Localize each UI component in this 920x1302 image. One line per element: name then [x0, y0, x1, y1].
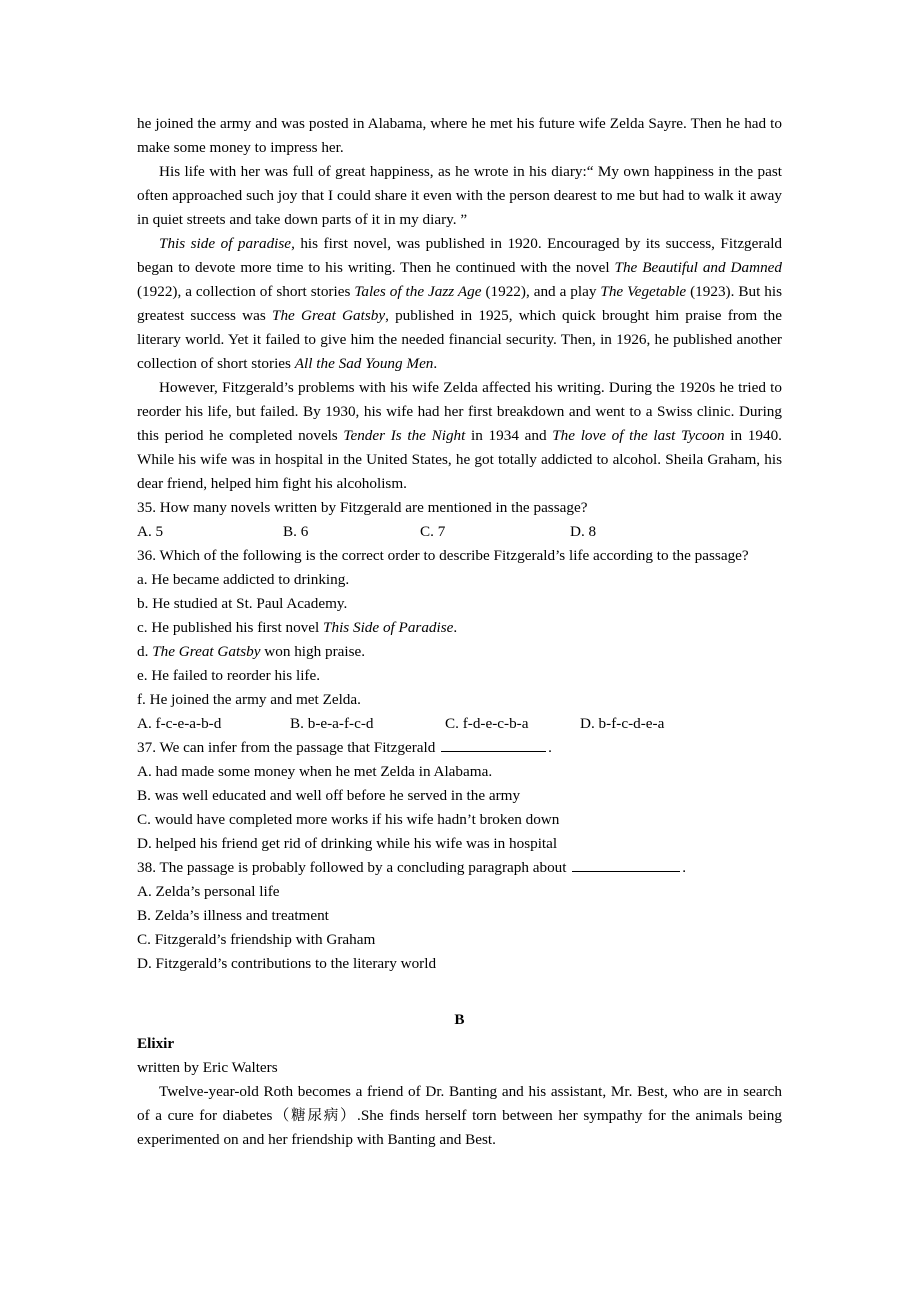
question-37	[137, 736, 782, 856]
question-36-item-a	[137, 568, 782, 592]
italic-title: This Side of Paradise	[323, 619, 454, 636]
italic-title: The Great Gatsby	[152, 643, 261, 660]
question-36-item-f	[137, 688, 782, 712]
question-37-stem	[137, 736, 782, 760]
question-38	[137, 856, 782, 976]
question-36-option-c[interactable]: C. f-d-e-c-b-a	[445, 715, 529, 732]
question-36-option-d[interactable]: D. b-f-c-d-e-a	[580, 715, 665, 732]
section-spacer	[137, 976, 782, 1008]
question-38-stem	[137, 856, 782, 880]
text-run: , his first novel, was published in 1920. Encouraged by its success, Fitzgerald began to devote more time to his writing. Then he continued with the novel	[137, 235, 783, 276]
paragraph-novels	[137, 232, 782, 376]
question-38-option-c[interactable]: C. Fitzgerald’s friendship with Graham	[137, 931, 376, 948]
question-37-stem-tail: .	[548, 739, 552, 756]
italic-title: The love of the last Tycoon	[552, 427, 725, 444]
text-run: (1922), and a play	[481, 283, 601, 300]
italic-title: Tender Is the Night	[343, 427, 466, 444]
question-37-option-d[interactable]: D. helped his friend get rid of drinking while his wife was in hospital	[137, 835, 558, 852]
italic-title: The Great Gatsby	[272, 307, 386, 324]
question-36-item-e	[137, 664, 782, 688]
paragraph-happiness	[137, 160, 782, 232]
question-38-option-a[interactable]: A. Zelda’s personal life	[137, 883, 280, 900]
question-36-option-a[interactable]: A. f-c-e-a-b-d	[137, 715, 222, 732]
question-38-stem-tail: .	[682, 859, 687, 876]
question-36-stem: 36. Which of the following is the correct order to describe Fitzgerald’s life according to the passage?	[137, 547, 749, 564]
text-run: However, Fitzgerald’s problems with his wife Zelda affected his writing. During the 1920s he tried to reorder his life, but failed. By 1930, his wife had her first breakdown and went to a Swiss clinic. During this period he completed novels	[137, 379, 782, 444]
text-run: in 1940. While his wife was in hospital in the United States, he got totally addicted to alcohol. Sheila Graham, his dear friend, helped him fight his alcoholism.	[137, 427, 782, 492]
text-run: ）.She finds herself torn between her sympathy for the animals being experimented on and her friendship with Banting and Best.	[137, 1107, 782, 1148]
italic-title: This side of paradise	[159, 235, 292, 252]
text-run: d.	[137, 643, 153, 660]
question-35	[137, 496, 782, 544]
text-run: won high praise.	[260, 643, 366, 660]
question-36-option-b[interactable]: B. b-e-a-f-c-d	[290, 715, 374, 732]
passage-a-body	[137, 112, 782, 496]
question-35-option-c[interactable]: C. 7	[420, 523, 446, 540]
question-37-option-c[interactable]: C. would have completed more works if his wife hadn’t broken down	[137, 811, 560, 828]
text-run: b. He studied at St. Paul Academy.	[137, 595, 348, 612]
question-36-item-d	[137, 640, 782, 664]
text-run: Twelve-year-old Roth becomes a friend of Dr. Banting and his assistant, Mr. Best, who are in search of a cure for diabetes（	[137, 1083, 782, 1124]
text-run: f. He joined the army and met Zelda.	[137, 691, 361, 708]
question-38-option-b[interactable]: B. Zelda’s illness and treatment	[137, 907, 329, 924]
question-35-option-a[interactable]: A. 5	[137, 523, 164, 540]
passage-b	[137, 1008, 782, 1152]
text-run: a. He became addicted to drinking.	[137, 571, 350, 588]
section-label-b: B	[454, 1011, 465, 1028]
question-36	[137, 544, 782, 736]
question-37-option-b[interactable]: B. was well educated and well off before he served in the army	[137, 787, 521, 804]
question-36-item-b	[137, 592, 782, 616]
question-36-item-c	[137, 616, 782, 640]
paragraph-problems	[137, 376, 782, 496]
text-run: His life with her was full of great happiness, as he wrote in his diary:“ My own happiness in the past often approached such joy that I could share it even with the person dearest to me but had to walk it away in quiet streets and take down parts of it in my diary. ”	[137, 163, 782, 228]
text-run: , published in 1925, which quick brought him praise from the literary world. Yet it failed to give him the needed financial security. Then, in 1926, he published another collection of short stories	[137, 307, 782, 372]
text-run: c. He published his first novel	[137, 619, 324, 636]
question-38-stem-text: 38. The passage is probably followed by a concluding paragraph about	[137, 859, 571, 876]
text-run: .	[453, 619, 458, 636]
italic-title: All the Sad Young Men	[294, 355, 434, 372]
chinese-gloss: 糖尿病	[291, 1108, 341, 1124]
passage-b-byline: written by Eric Walters	[137, 1059, 278, 1076]
text-run: he joined the army and was posted in Alabama, where he met his future wife Zelda Sayre. Then he had to make some money to impress her.	[137, 115, 782, 156]
italic-title: The Vegetable	[600, 283, 687, 300]
text-run: (1922), a collection of short stories	[137, 283, 355, 300]
question-37-stem-text: 37. We can infer from the passage that Fitzgerald	[137, 739, 440, 756]
text-run: in 1934 and	[465, 427, 553, 444]
italic-title: Tales of the Jazz Age	[354, 283, 482, 300]
question-38-option-d[interactable]: D. Fitzgerald’s contributions to the literary world	[137, 955, 437, 972]
question-35-option-b[interactable]: B. 6	[283, 523, 309, 540]
passage-b-title: Elixir	[137, 1035, 175, 1052]
question-38-answer-blank[interactable]	[572, 858, 680, 872]
question-35-option-d[interactable]: D. 8	[570, 523, 597, 540]
page-content	[137, 112, 782, 1152]
italic-title: The Beautiful and Damned	[614, 259, 782, 276]
text-run: .	[433, 355, 438, 372]
question-35-stem: 35. How many novels written by Fitzgerald are mentioned in the passage?	[137, 499, 588, 516]
text-run: (1923). But his greatest success was	[137, 283, 782, 324]
question-35-options	[137, 520, 782, 544]
paragraph-army	[137, 112, 782, 160]
passage-b-intro	[137, 1080, 782, 1152]
question-36-options	[137, 712, 782, 736]
text-run: e. He failed to reorder his life.	[137, 667, 321, 684]
question-37-answer-blank[interactable]	[441, 738, 546, 752]
question-37-option-a[interactable]: A. had made some money when he met Zelda in Alabama.	[137, 763, 493, 780]
